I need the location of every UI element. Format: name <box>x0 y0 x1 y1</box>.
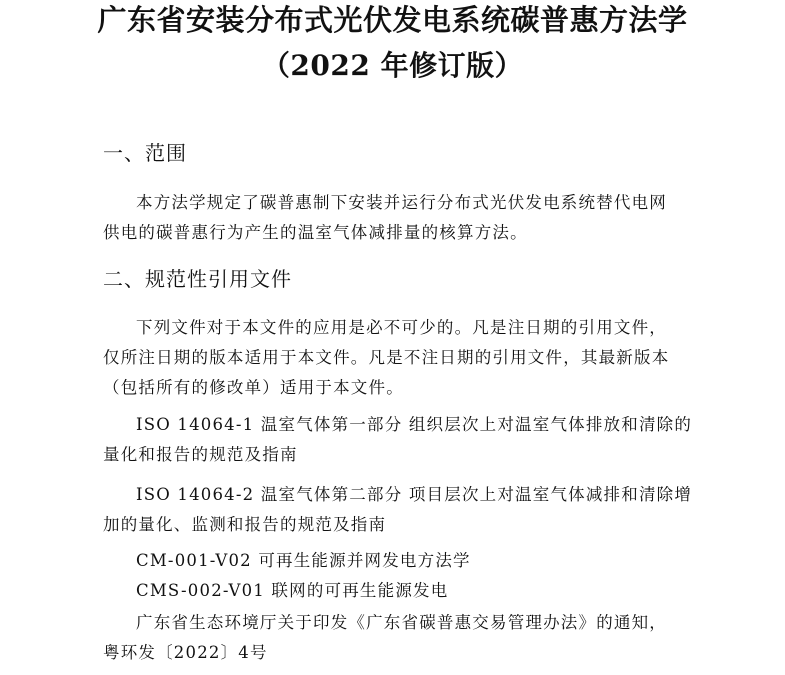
paragraph-line: CM-001-V02 可再生能源并网发电方法学 <box>136 551 471 570</box>
scope-paragraph <box>103 188 693 248</box>
reference-iso-14064-2 <box>103 480 693 540</box>
section-heading-scope: 一、范围 <box>103 141 187 165</box>
section-heading-normative-references: 二、规范性引用文件 <box>103 267 292 291</box>
reference-iso-14064-1 <box>103 410 693 470</box>
paragraph-line: CMS-002-V01 联网的可再生能源发电 <box>136 581 449 600</box>
document-subtitle-revision: （2022 年修订版） <box>261 49 524 82</box>
paragraph-line: ISO 14064-1 温室气体第一部分 组织层次上对温室气体排放和清除的 <box>136 415 693 434</box>
document-title: 广东省安装分布式光伏发电系统碳普惠方法学 <box>97 3 688 37</box>
paragraph-line: 下列文件对于本文件的应用是必不可少的。凡是注日期的引用文件， <box>136 318 667 337</box>
paragraph-line: 仅所注日期的版本适用于本文件。凡是不注日期的引用文件，其最新版本 <box>103 348 670 367</box>
paragraph-line: 供电的碳普惠行为产生的温室气体减排量的核算方法。 <box>103 223 528 242</box>
paragraph-line: 加的量化、监测和报告的规范及指南 <box>103 515 387 534</box>
paragraph-line: ISO 14064-2 温室气体第二部分 项目层次上对温室气体减排和清除增 <box>136 485 693 504</box>
paragraph-line: 量化和报告的规范及指南 <box>103 445 298 464</box>
references-intro-paragraph <box>103 313 693 403</box>
paragraph-line: 粤环发〔2022〕4号 <box>103 643 268 662</box>
reference-cm-001-v02 <box>103 546 693 576</box>
paragraph-line: （包括所有的修改单）适用于本文件。 <box>103 378 404 397</box>
paragraph-line: 广东省生态环境厅关于印发《广东省碳普惠交易管理办法》的通知， <box>136 613 667 632</box>
reference-guangdong-notice <box>103 608 693 668</box>
paragraph-line: 本方法学规定了碳普惠制下安装并运行分布式光伏发电系统替代电网 <box>136 193 667 212</box>
reference-cms-002-v01 <box>103 576 693 606</box>
